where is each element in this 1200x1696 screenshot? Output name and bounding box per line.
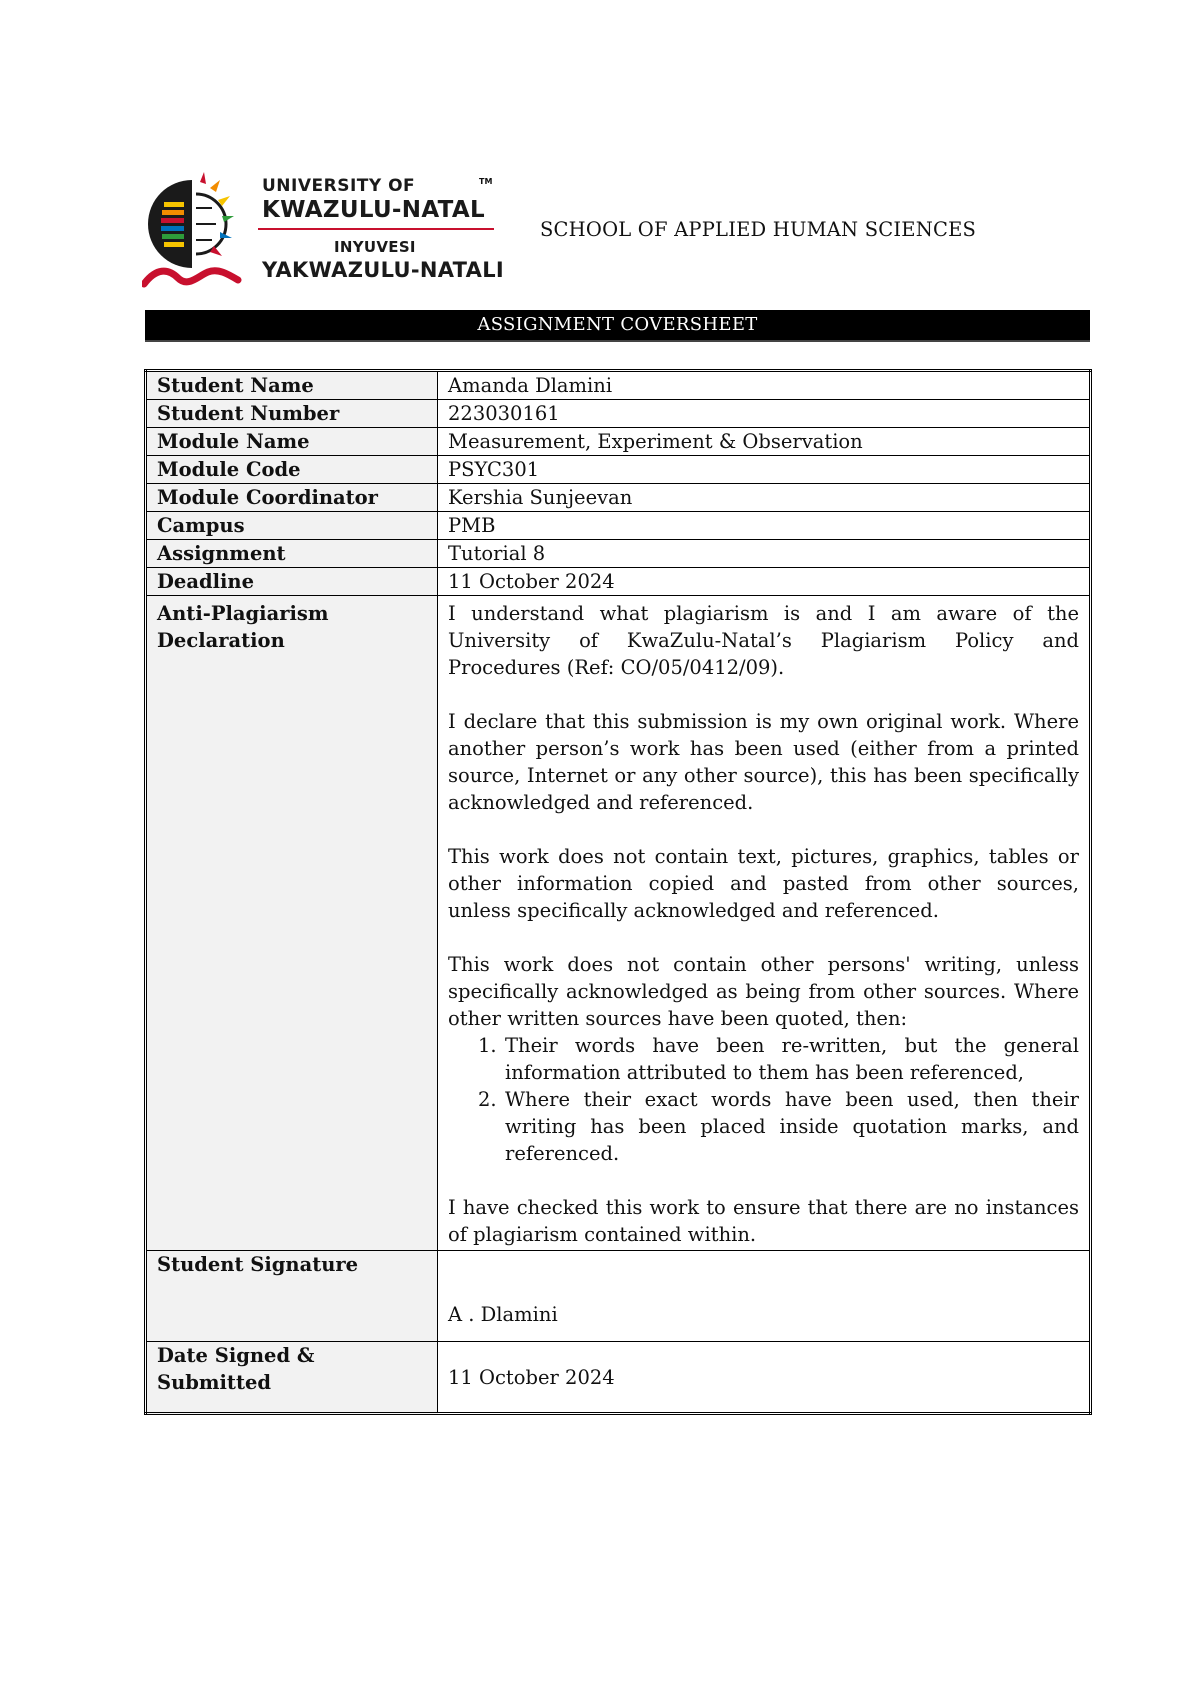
university-logo — [142, 172, 505, 290]
table-row — [146, 1342, 1091, 1414]
student-name-label: Student Name — [146, 371, 438, 400]
table-row — [146, 428, 1091, 456]
declaration-paragraph: This work does not contain text, pictures, graphics, tables or other information copied and pasted from other sources, unless specifically acknowledged and referenced. — [448, 845, 1079, 922]
student-name-value: Amanda Dlamini — [438, 371, 1091, 400]
campus-value: PMB — [438, 512, 1091, 540]
list-item-number: 2. — [478, 1088, 497, 1111]
logo-divider — [258, 228, 494, 230]
module-coordinator-value: Kershia Sunjeevan — [438, 484, 1091, 512]
signature-value: A . Dlamini — [448, 1303, 558, 1326]
table-row — [146, 371, 1091, 400]
module-code-value: PSYC301 — [438, 456, 1091, 484]
coversheet-table — [144, 369, 1092, 1415]
table-row — [146, 484, 1091, 512]
declaration-paragraph: I have checked this work to ensure that there are no instances of plagiarism contained within. — [448, 1196, 1079, 1246]
table-row — [146, 540, 1091, 568]
date-signed-cell — [438, 1342, 1091, 1414]
declaration-list — [448, 1032, 1079, 1167]
deadline-value: 11 October 2024 — [438, 568, 1091, 596]
list-item-text: Their words have been re-written, but the general information attributed to them has been referenced, — [505, 1034, 1079, 1084]
logo-line-kwazulu-natal: KWAZULU-NATAL — [262, 197, 485, 223]
logo-trademark: TM — [479, 177, 493, 186]
declaration-paragraph: I understand what plagiarism is and I am aware of the University of KwaZulu-Natal’s Plagiarism Policy and Procedures (Ref: CO/05/0412/09). — [448, 602, 1079, 679]
date-signed-label: Date Signed & Submitted — [146, 1342, 438, 1414]
table-row — [146, 596, 1091, 1251]
module-code-label: Module Code — [146, 456, 438, 484]
logo-line-university-of: UNIVERSITY OF — [262, 176, 416, 196]
module-coordinator-label: Module Coordinator — [146, 484, 438, 512]
page-title: ASSIGNMENT COVERSHEET — [145, 310, 1090, 342]
module-name-label: Module Name — [146, 428, 438, 456]
declaration-paragraph: This work does not contain other persons' writing, unless specifically acknowledged as being from other sources. Where other written sources have been quoted, then: — [448, 953, 1079, 1030]
school-name: SCHOOL OF APPLIED HUMAN SCIENCES — [540, 218, 977, 241]
campus-label: Campus — [146, 512, 438, 540]
logo-line-yakwazulu-natali: YAKWAZULU-NATALI — [262, 258, 505, 282]
module-name-value: Measurement, Experiment & Observation — [438, 428, 1091, 456]
deadline-label: Deadline — [146, 568, 438, 596]
logo-line-inyuvesi: INYUVESI — [334, 238, 416, 256]
table-row — [146, 456, 1091, 484]
table-row — [146, 1251, 1091, 1342]
table-row — [146, 568, 1091, 596]
signature-label: Student Signature — [146, 1251, 438, 1342]
list-item — [448, 1032, 1079, 1086]
table-row — [146, 512, 1091, 540]
signature-cell — [438, 1251, 1091, 1342]
table-row — [146, 400, 1091, 428]
list-item-number: 1. — [478, 1034, 497, 1057]
list-item — [448, 1086, 1079, 1167]
declaration-label-line2: Declaration — [157, 629, 285, 652]
ukzn-logo-icon — [142, 172, 262, 290]
declaration-text — [438, 596, 1091, 1251]
declaration-label — [146, 596, 438, 1251]
list-item-text: Where their exact words have been used, then their writing has been placed inside quotation marks, and referenced. — [505, 1088, 1079, 1165]
assignment-value: Tutorial 8 — [438, 540, 1091, 568]
declaration-label-line1: Anti-Plagiarism — [157, 602, 329, 625]
student-number-value: 223030161 — [438, 400, 1091, 428]
student-number-label: Student Number — [146, 400, 438, 428]
assignment-label: Assignment — [146, 540, 438, 568]
declaration-paragraph: I declare that this submission is my own original work. Where another person’s work has been used (either from a printed source, Internet or any other source), this has been specifically acknowledged and referenced. — [448, 710, 1079, 814]
date-signed-value: 11 October 2024 — [448, 1366, 615, 1389]
